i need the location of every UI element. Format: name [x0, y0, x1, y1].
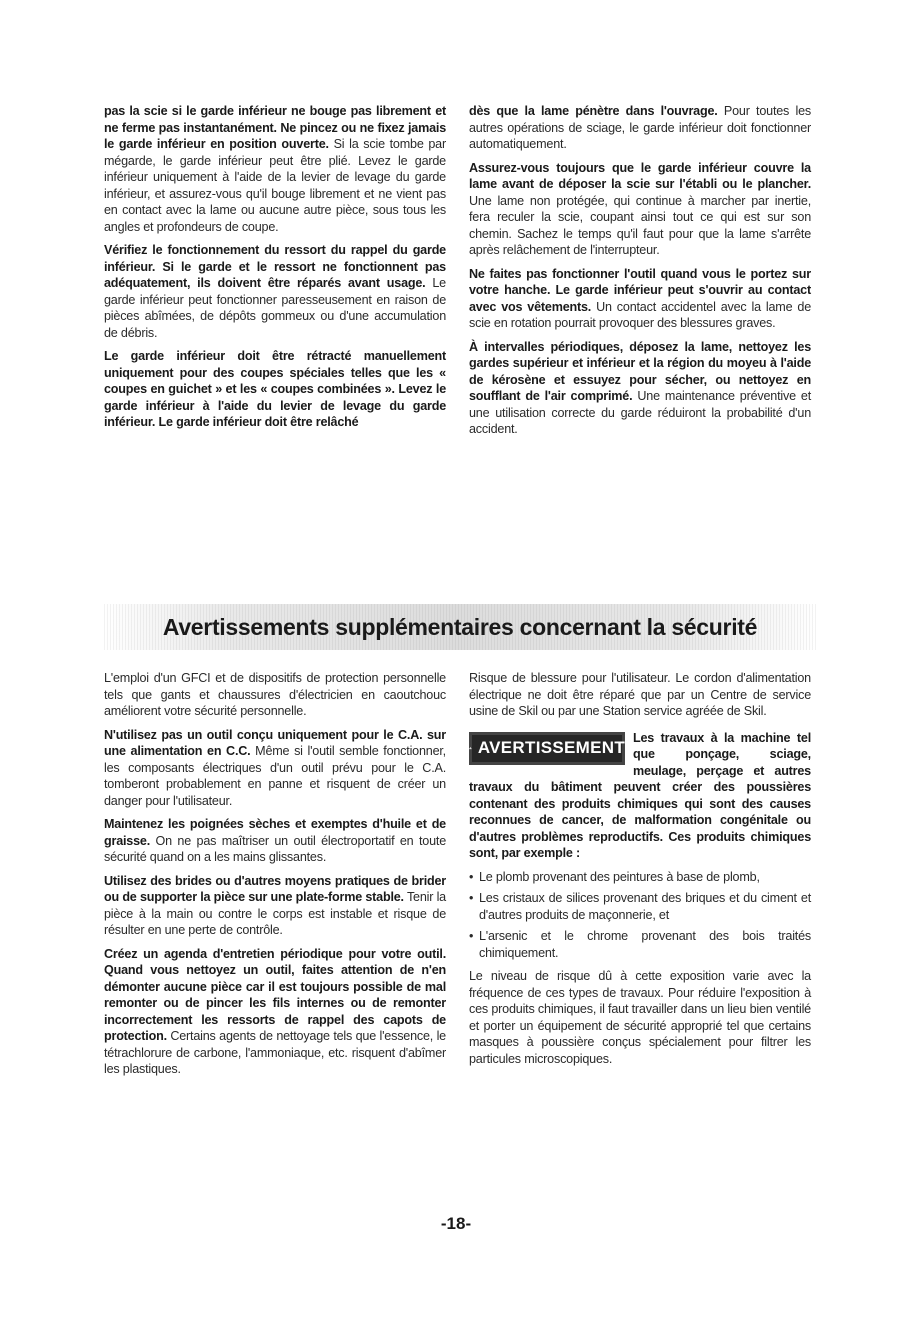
paragraph-maintenance-schedule	[104, 946, 446, 1078]
bold-instruction: Ne faites pas fonctionner l'outil quand vous le portez sur votre hanche. Le garde inférieur peut s'ouvrir au contact avec vos vêtements.	[469, 266, 811, 314]
bold-instruction: Maintenez les poignées sèches et exemptes d'huile et de graisse.	[104, 817, 446, 848]
explanation-text: Un contact accidentel avec la lame de scie en rotation pourrait provoquer des blessures graves.	[469, 299, 811, 330]
list-item: • Les cristaux de silices provenant des briques et du ciment et d'autres produits de maçonnerie, et	[469, 890, 811, 923]
top-left-column	[104, 103, 446, 438]
bottom-left-column	[104, 670, 446, 1085]
list-item: • Le plomb provenant des peintures à base de plomb,	[469, 869, 811, 886]
bold-instruction: Créez un agenda d'entretien périodique pour votre outil. Quand vous nettoyez un outil, faites attention de n'en démonter aucune pièce car il est toujours possible de mal remonter ou de pincer les fils internes ou de remonter incorrectement les ressorts de rappel des capots de protection.	[104, 946, 446, 1043]
bold-instruction: N'utilisez pas un outil conçu uniquement pour le C.A. sur une alimentation en C.C.	[104, 727, 446, 758]
explanation-text: Pour toutes les autres opérations de sciage, le garde inférieur doit fonctionner automatiquement.	[469, 104, 811, 151]
paragraph-manual-retract	[104, 348, 446, 431]
paragraph-spring-check	[104, 242, 446, 341]
paragraph-lower-guard-check	[104, 103, 446, 235]
body-text: Le niveau de risque dû à cette exposition varie avec la fréquence de ces types de travaux. Pour réduire l'exposition à ces produits chimiques, il faut travailler dans un lieu bien ventilé et porter un équipement de sécurité approprié tel que certains masques à poussière conçus spécialement pour filtrer les particules microscopiques.	[469, 969, 811, 1066]
paragraph-ac-dc	[104, 727, 446, 810]
paragraph-hip-carry	[469, 266, 811, 332]
warning-badge	[469, 732, 625, 765]
warning-triangle-icon	[469, 739, 472, 757]
warning-text: Les travaux à la machine tel que ponçage, sciage, meulage, perçage et autres travaux du bâtiment peuvent créer des poussières contenant des produits chimiques qui sont des causes reconnues de cancer, de malformation congénitale ou d'autres problèmes reproductifs. Ces produits chimiques sont, par exemple :	[469, 730, 811, 860]
bold-instruction: dès que la lame pénètre dans l'ouvrage.	[469, 104, 718, 118]
paragraph-clamps	[104, 873, 446, 939]
explanation-text: Si la scie tombe par mégarde, le garde inférieur peut être plié. Levez le garde inférieur uniquement à l'aide de la levier de levage du garde inférieur, et assurez-vous qu'il bouge librement et ne vient pas en contact avec la lame ou aucune autre pièce, sous tous les angles et profondeurs de coupe.	[104, 137, 446, 234]
page-number: -18-	[440, 1214, 472, 1233]
explanation-text: Une maintenance préventive et une utilisation correcte du garde réduiront la probabilité d'un accident.	[469, 389, 811, 436]
section-header-band	[104, 604, 816, 650]
warning-label: AVERTISSEMENT	[477, 737, 625, 757]
paragraph-warning	[469, 730, 811, 862]
explanation-text: Une lame non protégée, qui continue à marcher par inertie, fera reculer la scie, coupant ainsi tout ce qui est sur son chemin. Sachez le temps qu'il faut pour que la lame s'arrête après relâchement de l'interrupteur.	[469, 193, 811, 257]
chemical-list	[469, 869, 811, 962]
paragraph-exposure-risk	[469, 968, 811, 1067]
bold-instruction: Le garde inférieur doit être rétracté manuellement uniquement pour des coupes spéciales telles que les « coupes en guichet » et les « coupes combinées ». Levez le garde inférieur à l'aide du levier de levage du garde inférieur. Le garde inférieur doit être relâché	[104, 349, 446, 429]
paragraph-cord-repair	[469, 670, 811, 720]
body-text: Risque de blessure pour l'utilisateur. Le cordon d'alimentation électrique ne doit être réparé que par un Centre de service usine de Skil ou par une Station service agréée de Skil.	[469, 671, 811, 718]
explanation-text: Certains agents de nettoyage tels que l'essence, le tétrachlorure de carbone, l'ammoniaque, etc. risquent d'abîmer les plastiques.	[104, 1029, 446, 1076]
explanation-text: On ne pas maîtriser un outil électroportatif en toute sécurité quand on a les mains glissantes.	[104, 833, 446, 864]
paragraph-guard-covers-blade	[469, 160, 811, 259]
bold-instruction: Assurez-vous toujours que le garde inférieur couvre la lame avant de déposer la scie sur l'établi ou le plancher.	[469, 160, 811, 191]
bold-instruction: Utilisez des brides ou d'autres moyens pratiques de brider ou de supporter la pièce sur une plate-forme stable.	[104, 873, 446, 904]
top-right-column	[469, 103, 811, 445]
body-text: L'emploi d'un GFCI et de dispositifs de protection personnelle tels que gants et chaussures d'électricien en caoutchouc améliorent votre sécurité personnelle.	[104, 671, 446, 718]
bold-instruction: Vérifiez le fonctionnement du ressort du rappel du garde inférieur. Si le garde et le ressort ne fonctionnent pas adéquatement, ils doivent être réparés avant usage.	[104, 243, 446, 290]
bottom-right-column	[469, 670, 811, 1074]
paragraph-dry-handles	[104, 816, 446, 866]
explanation-text: Tenir la pièce à la main ou contre le corps est instable et risque de résulter en une perte de contrôle.	[104, 890, 446, 937]
bold-instruction: À intervalles périodiques, déposez la lame, nettoyez les gardes supérieur et inférieur et la région du moyeu à l'aide de kérosène et essuyez pour sécher, ou nettoyez en soufflant de l'air comprimé.	[469, 339, 811, 403]
paragraph-periodic-cleaning	[469, 339, 811, 438]
paragraph-blade-enters	[469, 103, 811, 153]
bold-instruction: pas la scie si le garde inférieur ne bouge pas librement et ne ferme pas instantanément. Ne pincez ou ne fixez jamais le garde inférieur en position ouverte.	[104, 104, 446, 151]
list-item: • L'arsenic et le chrome provenant des bois traités chimiquement.	[469, 928, 811, 961]
explanation-text: Même si l'outil semble fonctionner, les composants électriques d'un outil prévu pour le C.A. tomberont probablement en panne et risquent de créer un danger pour l'utilisateur.	[104, 744, 446, 808]
paragraph-gfci	[104, 670, 446, 720]
section-title: Avertissements supplémentaires concernant la sécurité	[162, 613, 758, 640]
explanation-text: Le garde inférieur peut fonctionner paresseusement en raison de pièces abîmées, de dépôts gommeux ou d'une accumulation de débris.	[104, 276, 446, 340]
